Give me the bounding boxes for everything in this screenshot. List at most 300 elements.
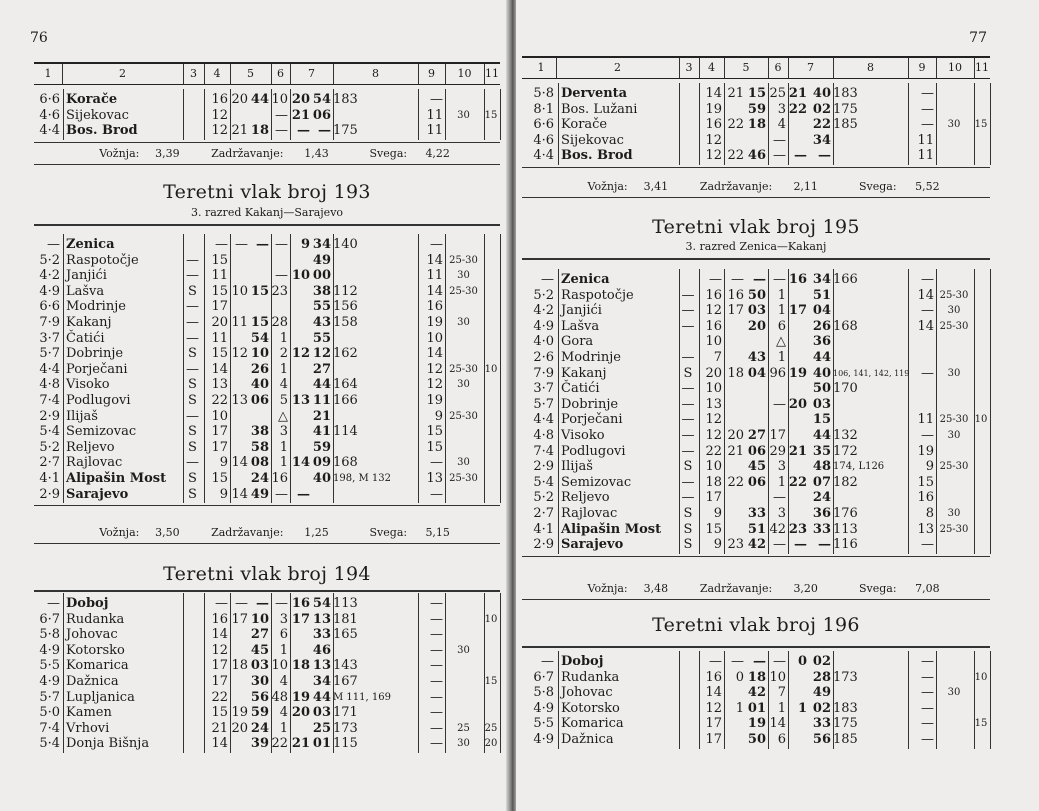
departure-hour: — (297, 486, 310, 502)
station-name: Raspotočje (66, 252, 139, 268)
station-row (0, 409, 508, 425)
arrival-hour: 17 (727, 303, 744, 319)
departure-minute: 55 (312, 330, 331, 346)
station-name: Doboj (561, 654, 604, 669)
departure-minute: 44 (812, 350, 831, 365)
crossing-trains: 173 (333, 720, 358, 736)
travel-minutes: 9 (219, 455, 228, 471)
col11-value: 25 (484, 722, 498, 734)
column-header-2: 2 (119, 67, 126, 80)
departure-minute: 49 (812, 685, 831, 701)
station-row (516, 685, 1039, 701)
stop-minutes: 3 (777, 101, 786, 117)
km-distance: 6·7 (533, 669, 554, 685)
col9-value: — (430, 627, 443, 643)
station-name: Zenica (561, 272, 610, 287)
departure-hour: 10 (291, 268, 310, 284)
departure-hour: 18 (291, 658, 310, 674)
station-row (516, 334, 1039, 350)
departure-minute: 54 (312, 92, 331, 107)
travel-minutes: 17 (211, 424, 228, 440)
arrival-minute: 26 (250, 361, 269, 377)
stop-minutes: 3 (279, 424, 288, 440)
header-divider (679, 58, 680, 78)
arrival-minute: — (753, 272, 766, 287)
arrival-minute: 24 (250, 471, 269, 486)
departure-minute: 26 (812, 318, 831, 334)
travel-minutes: 17 (211, 299, 228, 315)
departure-hour: — (794, 537, 807, 553)
station-name: Janjići (66, 268, 107, 284)
travel-minutes: 20 (705, 365, 722, 381)
stop-minutes: 3 (279, 611, 288, 627)
arrival-minute: 06 (250, 393, 269, 408)
station-name: Sijekovac (561, 132, 624, 148)
departure-minute: 41 (312, 424, 331, 440)
summary-total-value: 4,22 (425, 147, 450, 160)
summary-total-value: 5,52 (915, 180, 940, 193)
travel-minutes: 12 (705, 700, 722, 716)
col9-value: 14 (917, 287, 934, 303)
column-header-7: 7 (308, 67, 315, 80)
stop-mark: — (681, 443, 695, 459)
km-distance: 5·8 (39, 627, 60, 643)
departure-minute: 33 (812, 521, 831, 537)
arrival-minute: 06 (747, 474, 766, 490)
header-divider (204, 64, 205, 84)
km-distance: 4·4 (39, 361, 60, 377)
station-row (0, 108, 508, 124)
km-distance: 5·4 (533, 474, 554, 490)
km-distance: 4·1 (533, 521, 554, 537)
stop-mark: S (188, 424, 197, 440)
crossing-trains: 183 (833, 700, 858, 716)
stop-mark: — (681, 381, 695, 397)
arrival-minute: 56 (250, 689, 269, 705)
departure-minute: 51 (812, 287, 831, 303)
km-distance: 2·9 (533, 459, 554, 475)
station-row (516, 701, 1039, 717)
crossing-trains: 171 (333, 705, 358, 721)
station-name: Johovac (561, 685, 613, 701)
stop-minutes: — (773, 148, 786, 164)
stop-minutes: 4 (777, 117, 786, 133)
departure-hour: 17 (291, 611, 310, 627)
travel-minutes: 16 (705, 117, 722, 133)
departure-minute: 34 (312, 674, 331, 689)
station-row (516, 716, 1039, 732)
stop-minutes: 48 (271, 689, 288, 705)
summary-travel-label: Vožnja: (99, 147, 140, 160)
col9-value: 14 (426, 346, 443, 362)
col9-value: — (430, 237, 443, 252)
station-row (516, 148, 1039, 164)
stop-minutes: — (275, 268, 288, 284)
station-row (0, 362, 508, 378)
stop-mark: — (681, 318, 695, 334)
stop-minutes: △ (776, 334, 786, 350)
station-row (0, 331, 508, 347)
arrival-hour: 11 (231, 315, 248, 330)
station-name: Vrhovi (66, 720, 110, 736)
arrival-minute: — (256, 237, 269, 252)
departure-minute: 03 (312, 705, 331, 721)
summary-stops-value: 3,20 (793, 582, 818, 595)
km-distance: 4·6 (39, 107, 60, 123)
departure-minute: 56 (812, 732, 831, 747)
arrival-minute: 40 (250, 377, 269, 393)
station-name: Bos. Brod (561, 148, 633, 164)
col9-value: 19 (917, 443, 934, 459)
stop-minutes: 10 (769, 669, 786, 685)
stop-minutes: 17 (769, 428, 786, 443)
arrival-minute: 10 (250, 611, 269, 627)
stop-minutes: 4 (279, 674, 288, 689)
column-header-11: 11 (485, 67, 499, 80)
train-title: Teretni vlak broj 194 (163, 563, 371, 585)
col9-value: 11 (917, 412, 934, 428)
km-distance: 4·1 (39, 471, 60, 486)
arrival-hour: — (731, 654, 744, 669)
departure-minute: 59 (312, 439, 331, 455)
km-distance: 7·4 (533, 443, 554, 459)
station-name: Doboj (66, 596, 109, 611)
summary-travel-value: 3,41 (643, 180, 669, 193)
travel-minutes: 14 (211, 736, 228, 752)
col9-value: — (430, 658, 443, 674)
station-row (0, 253, 508, 269)
station-row (516, 732, 1039, 748)
stop-mark: — (186, 268, 199, 284)
col9-value: 12 (426, 377, 443, 393)
travel-minutes: 17 (211, 439, 228, 455)
station-name: Ilijaš (66, 408, 98, 424)
summary-stops-label: Zadržavanje: (699, 180, 773, 193)
stop-minutes: — (773, 490, 786, 506)
travel-minutes: — (215, 596, 228, 611)
summary-bottom-rule (34, 164, 500, 165)
stop-minutes: 29 (769, 443, 786, 459)
travel-minutes: — (709, 272, 722, 287)
stop-mark: — (681, 350, 695, 365)
departure-minute: 15 (812, 412, 831, 428)
station-name: Modrinje (561, 350, 621, 365)
travel-minutes: 17 (705, 732, 722, 747)
station-row (516, 303, 1039, 319)
station-name: Sijekovac (66, 107, 129, 123)
departure-hour: — (794, 148, 807, 164)
speed-limit: 30 (947, 367, 961, 379)
column-header-7: 7 (807, 61, 814, 74)
header-divider (183, 64, 184, 84)
departure-minute: — (818, 537, 831, 553)
col9-value: 19 (426, 393, 443, 408)
timetable-block (0, 596, 508, 752)
station-name: Podlugovi (561, 443, 626, 459)
arrival-minute: 59 (747, 101, 766, 117)
station-name: Derventa (561, 86, 628, 101)
station-name: Reljevo (66, 439, 115, 455)
km-distance: 7·4 (39, 393, 60, 408)
station-row (0, 315, 508, 331)
station-name: Čatići (561, 381, 600, 397)
header-divider (833, 58, 834, 78)
column-header-10: 10 (948, 61, 962, 74)
km-distance: 2·9 (39, 408, 60, 424)
crossing-trains: 185 (833, 732, 858, 747)
travel-minutes: 15 (211, 705, 228, 721)
arrival-minute: 30 (250, 674, 269, 689)
stop-minutes: — (773, 132, 786, 148)
crossing-trains: 183 (833, 86, 858, 101)
travel-minutes: 19 (705, 101, 722, 117)
column-header-9: 9 (918, 61, 926, 74)
stop-minutes: — (275, 123, 288, 139)
section-rule (34, 224, 500, 226)
km-distance: 3·7 (533, 381, 554, 397)
travel-minutes: 20 (211, 315, 228, 330)
crossing-trains: 113 (833, 521, 858, 537)
km-distance: 5·7 (39, 689, 60, 705)
station-row (516, 428, 1039, 444)
station-row (0, 736, 508, 752)
station-name: Kotorsko (561, 700, 620, 716)
km-distance: 8·1 (533, 101, 554, 117)
speed-limit: 25-30 (449, 473, 478, 484)
col11-value: 10 (484, 363, 498, 375)
col11-value: 15 (484, 109, 498, 121)
departure-minute: 54 (312, 596, 331, 611)
departure-minute: 44 (312, 689, 331, 705)
column-header-3: 3 (190, 67, 197, 80)
train-title: Teretni vlak broj 193 (163, 181, 371, 203)
station-row (0, 674, 508, 690)
departure-minute: 27 (312, 361, 331, 377)
stop-minutes: 1 (279, 439, 288, 455)
crossing-trains: 106, 141, 142, 119 (833, 368, 910, 378)
arrival-hour: 21 (231, 123, 248, 139)
km-distance: — (541, 654, 554, 669)
speed-limit: 25-30 (449, 410, 478, 422)
departure-minute: 55 (312, 299, 331, 315)
departure-minute: 24 (812, 490, 831, 506)
arrival-minute: 27 (250, 627, 269, 643)
stop-minutes: — (773, 272, 786, 287)
stop-minutes: 14 (769, 716, 786, 732)
stop-mark: — (186, 315, 199, 330)
station-row (0, 643, 508, 659)
crossing-trains: 183 (333, 92, 358, 107)
km-distance: 2·9 (533, 537, 554, 553)
arrival-minute: 50 (747, 287, 766, 303)
stop-minutes: — (773, 396, 786, 412)
departure-hour: 21 (788, 86, 807, 101)
crossing-trains: 170 (833, 381, 858, 397)
train-title: Teretni vlak broj 196 (652, 614, 860, 636)
col9-value: — (921, 685, 934, 701)
arrival-hour: 10 (231, 283, 248, 299)
crossing-trains: 168 (333, 455, 358, 471)
arrival-minute: 49 (250, 486, 269, 502)
col9-value: 11 (426, 107, 443, 123)
summary-stops-label: Zadržavanje: (211, 526, 284, 539)
arrival-hour: — (235, 596, 248, 611)
station-name: Dobrinje (66, 346, 124, 362)
stop-minutes: 1 (777, 700, 786, 716)
speed-limit: 25-30 (939, 289, 969, 301)
stop-minutes: 1 (279, 455, 288, 471)
col9-value: — (921, 700, 934, 716)
departure-minute: — (318, 123, 331, 139)
stop-minutes: 16 (271, 471, 288, 486)
arrival-minute: 18 (747, 117, 766, 133)
col9-value: — (430, 705, 443, 721)
station-name: Reljevo (561, 490, 610, 506)
km-distance: 2·9 (39, 486, 60, 502)
station-row (516, 319, 1039, 335)
col9-value: — (921, 428, 934, 443)
station-row (516, 475, 1039, 491)
km-distance: 4·4 (533, 148, 554, 164)
travel-minutes: 12 (705, 148, 722, 164)
arrival-hour: 23 (727, 537, 744, 553)
station-name: Gora (561, 334, 594, 350)
arrival-minute: 18 (250, 123, 269, 139)
km-distance: 2·6 (533, 350, 554, 365)
station-name: Čatići (66, 330, 105, 346)
station-row (516, 117, 1039, 133)
departure-hour: — (297, 123, 310, 139)
col9-value: — (430, 611, 443, 627)
station-name: Korače (561, 117, 608, 133)
col9-value: 11 (426, 268, 443, 284)
station-name: Lašva (66, 283, 105, 299)
crossing-trains: 158 (333, 315, 358, 330)
station-name: Sarajevo (561, 537, 624, 553)
summary-total-label: Svega: (858, 582, 897, 595)
stop-mark: — (681, 412, 695, 428)
station-name: Lupljanica (66, 689, 135, 705)
crossing-trains: 166 (333, 393, 358, 408)
travel-minutes: 17 (211, 658, 228, 674)
stop-mark: S (188, 439, 197, 455)
departure-minute: 43 (312, 315, 331, 330)
stop-minutes: 1 (777, 287, 786, 303)
departure-minute: 38 (312, 283, 331, 299)
departure-minute: 33 (812, 716, 831, 732)
arrival-hour: 16 (727, 287, 744, 303)
departure-hour: 21 (788, 443, 807, 459)
speed-limit: 25-30 (449, 363, 478, 375)
arrival-minute: 01 (747, 700, 766, 716)
col9-value: 15 (426, 439, 443, 455)
arrival-minute: 42 (747, 537, 766, 553)
stop-minutes: 7 (777, 685, 786, 701)
column-header-1: 1 (537, 61, 545, 74)
departure-minute: 44 (312, 377, 331, 393)
arrival-hour: 19 (231, 705, 248, 721)
departure-hour: 21 (291, 736, 310, 752)
station-name: Bos. Lužani (561, 101, 638, 117)
stop-mark: — (186, 408, 199, 424)
train-subtitle: 3. razred Kakanj—Sarajevo (190, 206, 344, 219)
timetable-block (516, 272, 1039, 553)
stop-minutes: 1 (777, 474, 786, 490)
crossing-trains: 115 (333, 736, 358, 752)
speed-limit: 30 (457, 270, 470, 282)
travel-minutes: 12 (705, 412, 722, 428)
crossing-trains: 175 (833, 716, 858, 732)
stop-minutes: 10 (271, 658, 288, 674)
arrival-hour: 20 (727, 428, 744, 443)
arrival-hour: — (235, 237, 248, 252)
travel-minutes: 17 (705, 490, 722, 506)
departure-minute: 02 (812, 654, 831, 669)
station-row (0, 393, 508, 409)
stop-minutes: 10 (271, 92, 288, 107)
arrival-minute: 15 (250, 315, 269, 330)
station-row (0, 237, 508, 253)
station-row (0, 346, 508, 362)
summary-travel-value: 3,48 (643, 582, 669, 595)
crossing-trains: 165 (333, 627, 358, 643)
station-row (516, 86, 1039, 102)
col9-value: — (921, 365, 934, 381)
speed-limit: 30 (457, 457, 470, 469)
col9-value: — (430, 455, 443, 471)
speed-limit: 30 (947, 305, 961, 317)
station-name: Lašva (561, 318, 600, 334)
timetable-block (516, 654, 1039, 748)
km-distance: 7·9 (533, 365, 554, 381)
stop-mark: — (681, 428, 695, 443)
speed-limit: 30 (457, 644, 470, 656)
travel-minutes: 12 (705, 303, 722, 319)
speed-limit: 25-30 (939, 523, 969, 535)
col9-value: 15 (917, 474, 934, 490)
arrival-hour: — (731, 272, 744, 287)
departure-hour: 21 (291, 107, 310, 123)
station-row (516, 654, 1039, 670)
station-row (516, 381, 1039, 397)
stop-minutes: 4 (279, 705, 288, 721)
travel-minutes: 10 (211, 408, 228, 424)
departure-hour: 17 (788, 303, 807, 319)
stop-minutes: — (773, 537, 786, 553)
km-distance: 5·5 (39, 658, 60, 674)
column-header-4: 4 (213, 67, 221, 80)
stop-mark: S (683, 459, 693, 475)
departure-hour: 0 (797, 654, 807, 669)
crossing-trains: 132 (833, 428, 858, 443)
arrival-hour: 21 (727, 443, 744, 459)
section-rule (34, 590, 500, 592)
header-divider (908, 58, 909, 78)
stop-minutes: 5 (279, 393, 288, 408)
header-divider (230, 64, 231, 84)
travel-minutes: 22 (211, 393, 228, 408)
station-name: Podlugovi (66, 393, 131, 408)
stop-minutes: 3 (777, 506, 786, 521)
summary-travel-label: Vožnja: (587, 582, 628, 595)
summary-bottom-rule (34, 543, 500, 544)
col9-value: 14 (426, 283, 443, 299)
arrival-hour: 18 (231, 658, 248, 674)
left-page (0, 0, 508, 811)
km-distance: 5·2 (533, 287, 554, 303)
col9-value: — (921, 716, 934, 732)
travel-minutes: 22 (211, 689, 228, 705)
